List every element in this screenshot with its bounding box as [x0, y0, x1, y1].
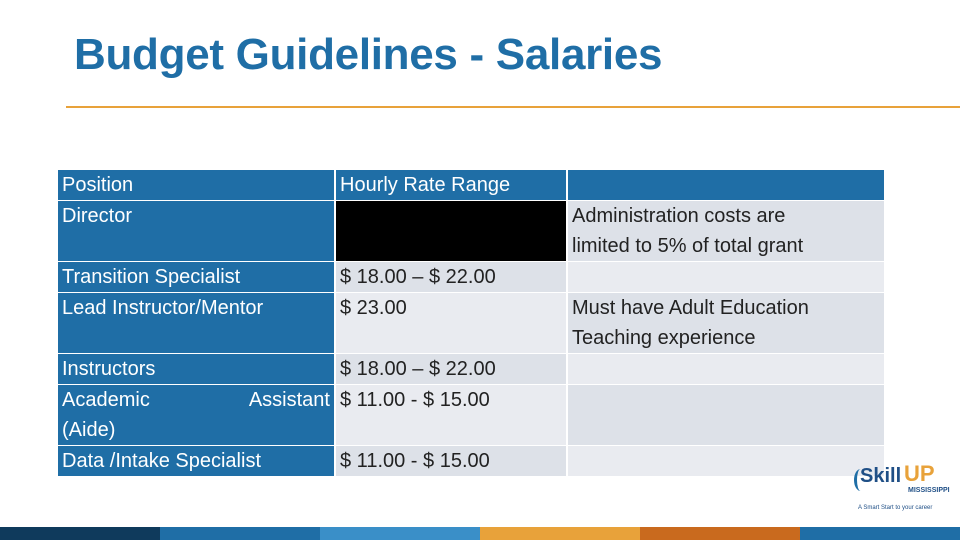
logo-state-text: MISSISSIPPI	[908, 487, 950, 494]
position-line: (Aide)	[62, 419, 116, 441]
table-row	[58, 201, 884, 262]
logo-up-text: UP	[904, 461, 935, 486]
slide-title: Budget Guidelines - Salaries	[74, 30, 663, 79]
position-word: Academic	[62, 389, 150, 411]
cell-position: Lead Instructor/Mentor	[58, 293, 334, 354]
footer-segment	[480, 527, 640, 540]
logo-skill-text: Skill	[860, 465, 902, 487]
footer-segment	[320, 527, 480, 540]
cell-note	[566, 293, 884, 354]
position-word: Assistant	[248, 389, 330, 411]
cell-note	[566, 354, 884, 385]
note-line: limited to 5% of total grant	[572, 235, 804, 257]
logo-tagline: A Smart Start to your career	[858, 505, 933, 511]
table-row	[58, 385, 884, 446]
cell-position: Data /Intake Specialist	[58, 446, 334, 477]
cell-rate: $ 18.00 – $ 22.00	[334, 262, 566, 293]
title-divider	[66, 106, 960, 108]
skill-up-logo	[852, 455, 952, 525]
position-line	[62, 385, 330, 415]
cell-position: Transition Specialist	[58, 262, 334, 293]
header-note	[566, 170, 884, 201]
table-row	[58, 262, 884, 293]
footer-segment	[640, 527, 800, 540]
cell-rate: $ 23.00	[334, 293, 566, 354]
table-header-row	[58, 170, 884, 201]
cell-position: Instructors	[58, 354, 334, 385]
cell-rate: $ 11.00 - $ 15.00	[334, 446, 566, 477]
table-row	[58, 354, 884, 385]
header-position: Position	[58, 170, 334, 201]
cell-rate: $ 18.00 – $ 22.00	[334, 354, 566, 385]
cell-note	[566, 446, 884, 477]
table-row	[58, 446, 884, 477]
cell-note	[566, 385, 884, 446]
footer-segment	[800, 527, 960, 540]
cell-note	[566, 201, 884, 262]
cell-rate-redacted	[334, 201, 566, 262]
salary-table	[58, 170, 884, 477]
footer-segment	[160, 527, 320, 540]
note-line: Administration costs are	[572, 205, 786, 227]
header-rate: Hourly Rate Range	[334, 170, 566, 201]
table-row	[58, 293, 884, 354]
note-line: Must have Adult Education	[572, 297, 809, 319]
cell-position: Director	[58, 201, 334, 262]
note-line: Teaching experience	[572, 327, 756, 349]
cell-note	[566, 262, 884, 293]
cell-position	[58, 385, 334, 446]
cell-rate: $ 11.00 - $ 15.00	[334, 385, 566, 446]
footer-segment	[0, 527, 160, 540]
footer-color-bar	[0, 527, 960, 540]
